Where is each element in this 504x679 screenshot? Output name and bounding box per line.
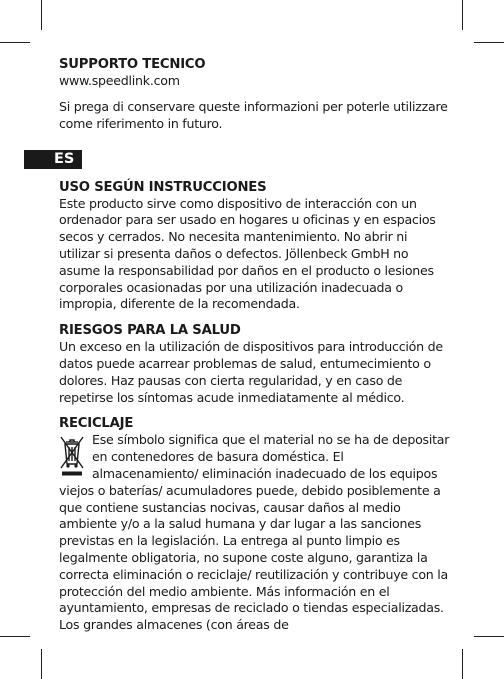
support-title: SUPPORTO TECNICO	[59, 57, 206, 72]
recycling-body	[59, 432, 451, 634]
manual-page-content	[59, 57, 451, 634]
support-section	[59, 57, 451, 133]
support-url: www.speedlink.com	[59, 73, 180, 88]
support-note: Si prega di conservare queste informazioni per poterle utilizzare come riferimento in futuro.	[59, 99, 448, 131]
crop-mark-right-top	[474, 42, 504, 43]
crop-mark-top-right	[462, 0, 463, 30]
recycling-content	[59, 432, 451, 634]
crop-mark-bottom-right	[462, 649, 463, 679]
health-section	[59, 323, 451, 406]
crop-mark-bottom-left	[41, 649, 42, 679]
language-tag: ES	[24, 150, 82, 169]
usage-body: Este producto sirve como dispositivo de interacción con un ordenador para ser usado en hogares u oficinas y en espacios secos y cerrados. No necesita mantenimiento. No abrir ni utilizar si presenta daños o defectos. Jöllenbeck GmbH no asume la responsabilidad por daños en el producto o lesiones corporales ocasionadas por una utilización inadecuada o impropia, diferente de la recomendada.	[59, 195, 436, 312]
crop-mark-left-top	[0, 42, 30, 43]
health-title: RIESGOS PARA LA SALUD	[59, 323, 241, 339]
usage-title: USO SEGÚN INSTRUCCIONES	[59, 179, 267, 195]
crossed-out-wheelie-bin-icon	[59, 433, 85, 477]
crop-mark-top-left	[41, 0, 42, 30]
recycling-section	[59, 416, 451, 634]
recycling-body-text: Ese símbolo significa que el material no se ha de depositar en contenedores de basura doméstica. El almacenamiento/ eliminación inadecuado de los equipos viejos o baterías/ acumuladores puede, debido posiblemente a que contiene sustancias nocivas, causar daños al medio ambiente y/o a la salud humana y dar lugar a las sanciones previstas en la legislación. La entrega al punto limpio es legalmente obligatoria, no supone coste alguno, garantiza la correcta eliminación o reciclaje/ reutilización y contribuye con la protección del medio ambiente. Más información en el ayuntamiento, empresas de reciclado o tiendas especializadas. Los grandes almacenes (con áreas de	[59, 432, 450, 633]
crop-mark-right-bottom	[474, 636, 504, 637]
crop-mark-left-bottom	[0, 636, 30, 637]
health-body: Un exceso en la utilización de dispositivos para introducción de datos puede acarrear problemas de salud, entumecimiento o dolores. Haz pausas con cierta regularidad, y en caso de repetirse los síntomas acude inmediatamente al médico.	[59, 339, 443, 405]
usage-section	[59, 180, 451, 314]
recycling-title: RECICLAJE	[59, 416, 134, 432]
